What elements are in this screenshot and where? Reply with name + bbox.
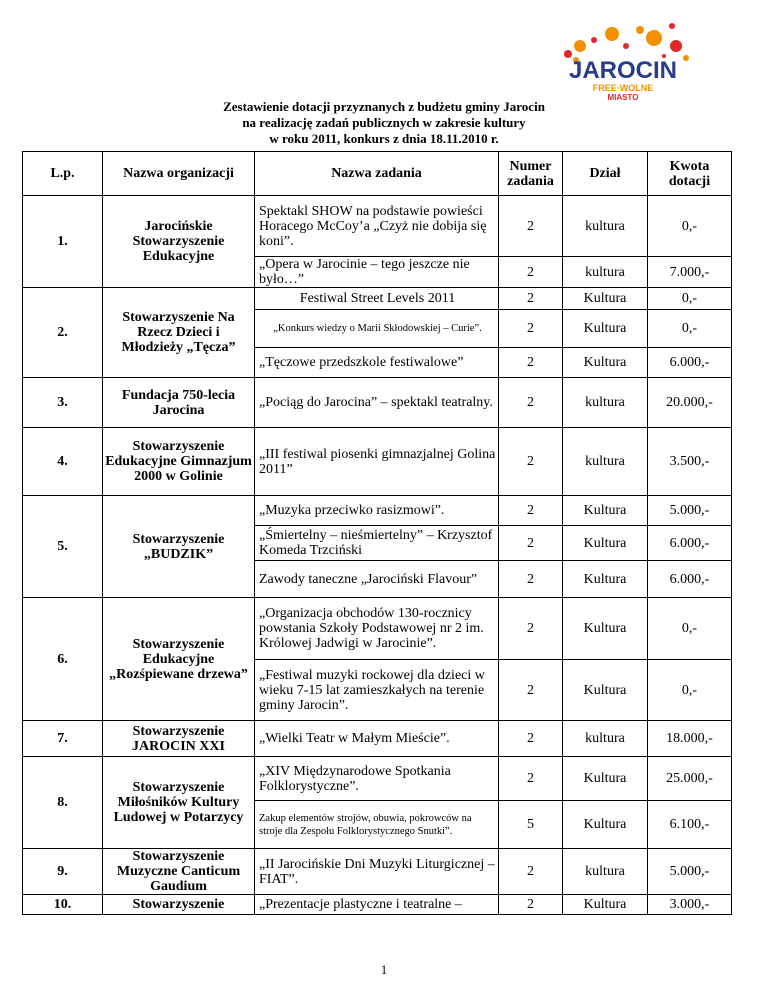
row-lp: 10.	[23, 895, 103, 915]
row-kwota: 6.000,-	[648, 561, 732, 598]
row-dzial: kultura	[563, 721, 648, 757]
table-row	[23, 849, 732, 895]
header-org: Nazwa organizacji	[103, 152, 255, 196]
row-lp: 4.	[23, 428, 103, 496]
page-number: 1	[380, 962, 388, 977]
heading-line-3: w roku 2011, konkurs z dnia 18.11.2010 r.	[269, 131, 499, 146]
row-num: 2	[499, 310, 563, 348]
row-task: „Organizacja obchodów 130-rocznicy powstania Szkoły Podstawowej nr 2 im. Królowej Jadwigi w Jarocinie”.	[255, 598, 499, 660]
document-heading	[150, 99, 618, 147]
row-kwota: 0,-	[648, 196, 732, 257]
row-num: 2	[499, 598, 563, 660]
row-dzial: Kultura	[563, 895, 648, 915]
grants-table	[22, 151, 732, 915]
jarocin-logo	[554, 16, 692, 102]
row-num: 5	[499, 801, 563, 849]
row-task: „Muzyka przeciwko rasizmowi”.	[255, 496, 499, 526]
row-kwota: 5.000,-	[648, 496, 732, 526]
row-task: „II Jarocińskie Dni Muzyki Liturgicznej – FIAT”.	[255, 849, 499, 895]
row-kwota: 5.000,-	[648, 849, 732, 895]
row-num: 2	[499, 561, 563, 598]
row-task: „III festiwal piosenki gimnazjalnej Golina 2011”	[255, 428, 499, 496]
row-dzial: Kultura	[563, 801, 648, 849]
row-num: 2	[499, 895, 563, 915]
row-num: 2	[499, 257, 563, 288]
row-kwota: 0,-	[648, 288, 732, 310]
row-num: 2	[499, 288, 563, 310]
row-dzial: Kultura	[563, 496, 648, 526]
row-lp: 3.	[23, 378, 103, 428]
header-lp: L.p.	[23, 152, 103, 196]
row-org: Stowarzyszenie Muzyczne Canticum Gaudium	[103, 849, 255, 895]
row-task: „XIV Międzynarodowe Spotkania Folklorystyczne”.	[255, 757, 499, 801]
logo-tagline-2: MIASTO	[607, 93, 639, 102]
row-task: „Opera w Jarocinie – tego jeszcze nie było…”	[255, 257, 499, 288]
row-dzial: kultura	[563, 257, 648, 288]
row-num: 2	[499, 849, 563, 895]
row-dzial: kultura	[563, 196, 648, 257]
table-row	[23, 288, 732, 310]
row-task: Zawody taneczne „Jarociński Flavour”	[255, 561, 499, 598]
row-num: 2	[499, 348, 563, 378]
row-task: „Festiwal muzyki rockowej dla dzieci w wieku 7-15 lat zamieszkałych na terenie gminy Jarocin”.	[255, 660, 499, 721]
jarocin-logo-graphic	[554, 16, 692, 102]
row-kwota: 0,-	[648, 598, 732, 660]
row-kwota: 20.000,-	[648, 378, 732, 428]
row-task: Festiwal Street Levels 2011	[255, 288, 499, 310]
row-task: „Tęczowe przedszkole festiwalowe”	[255, 348, 499, 378]
row-dzial: kultura	[563, 378, 648, 428]
row-num: 2	[499, 196, 563, 257]
row-task: „Wielki Teatr w Małym Mieście”.	[255, 721, 499, 757]
row-kwota: 6.000,-	[648, 348, 732, 378]
row-org: Jarocińskie Stowarzyszenie Edukacyjne	[103, 196, 255, 288]
row-task: „Prezentacje plastyczne i teatralne –	[255, 895, 499, 915]
row-kwota: 3.000,-	[648, 895, 732, 915]
row-num: 2	[499, 660, 563, 721]
header-num: Numer zadania	[499, 152, 563, 196]
row-dzial: Kultura	[563, 598, 648, 660]
table-row	[23, 378, 732, 428]
row-dzial: Kultura	[563, 561, 648, 598]
row-num: 2	[499, 428, 563, 496]
row-lp: 2.	[23, 288, 103, 378]
row-kwota: 6.100,-	[648, 801, 732, 849]
row-org: Stowarzyszenie „BUDZIK”	[103, 496, 255, 598]
table-row	[23, 598, 732, 660]
row-org: Stowarzyszenie Edukacyjne Gimnazjum 2000 w Golinie	[103, 428, 255, 496]
row-task: „Konkurs wiedzy o Marii Skłodowskiej – Curie”.	[255, 310, 499, 348]
table-row	[23, 895, 732, 915]
row-num: 2	[499, 526, 563, 561]
row-kwota: 6.000,-	[648, 526, 732, 561]
row-task: Spektakl SHOW na podstawie powieści Horacego McCoy’a „Czyż nie dobija się koni”.	[255, 196, 499, 257]
row-task: „Pociąg do Jarocina” – spektakl teatralny.	[255, 378, 499, 428]
table-header-row	[23, 152, 732, 196]
heading-line-1: Zestawienie dotacji przyznanych z budżetu gminy Jarocin	[223, 99, 545, 114]
row-dzial: kultura	[563, 428, 648, 496]
header-task: Nazwa zadania	[255, 152, 499, 196]
row-lp: 9.	[23, 849, 103, 895]
row-num: 2	[499, 721, 563, 757]
logo-name: JAROCIN	[568, 57, 678, 84]
table-row	[23, 496, 732, 526]
row-lp: 5.	[23, 496, 103, 598]
row-org: Stowarzyszenie JAROCIN XXI	[103, 721, 255, 757]
row-num: 2	[499, 496, 563, 526]
table-row	[23, 757, 732, 801]
row-org: Stowarzyszenie	[103, 895, 255, 915]
row-task: Zakup elementów strojów, obuwia, pokrowców na stroje dla Zespołu Folklorystycznego Snutki”.	[255, 801, 499, 849]
table-row	[23, 428, 732, 496]
row-kwota: 7.000,-	[648, 257, 732, 288]
row-dzial: Kultura	[563, 526, 648, 561]
row-org: Stowarzyszenie Miłośników Kultury Ludowej w Potarzycy	[103, 757, 255, 849]
row-lp: 8.	[23, 757, 103, 849]
header-dzial: Dział	[563, 152, 648, 196]
row-dzial: Kultura	[563, 310, 648, 348]
row-kwota: 3.500,-	[648, 428, 732, 496]
row-kwota: 0,-	[648, 310, 732, 348]
row-dzial: Kultura	[563, 288, 648, 310]
grants-table-wrapper	[22, 151, 732, 915]
row-dzial: kultura	[563, 849, 648, 895]
row-kwota: 18.000,-	[648, 721, 732, 757]
row-dzial: Kultura	[563, 660, 648, 721]
row-org: Fundacja 750-lecia Jarocina	[103, 378, 255, 428]
row-dzial: Kultura	[563, 348, 648, 378]
table-row	[23, 721, 732, 757]
row-dzial: Kultura	[563, 757, 648, 801]
header-kwota: Kwota dotacji	[648, 152, 732, 196]
row-org: Stowarzyszenie Edukacyjne „Rozśpiewane drzewa”	[103, 598, 255, 721]
row-lp: 7.	[23, 721, 103, 757]
row-lp: 6.	[23, 598, 103, 721]
heading-line-2: na realizację zadań publicznych w zakresie kultury	[242, 115, 526, 130]
row-org: Stowarzyszenie Na Rzecz Dzieci i Młodzieży „Tęcza”	[103, 288, 255, 378]
row-kwota: 25.000,-	[648, 757, 732, 801]
row-num: 2	[499, 757, 563, 801]
table-row	[23, 196, 732, 257]
row-lp: 1.	[23, 196, 103, 288]
row-num: 2	[499, 378, 563, 428]
row-task: „Śmiertelny – nieśmiertelny” – Krzysztof Komeda Trzciński	[255, 526, 499, 561]
logo-tagline: FREE·WOLNE	[592, 83, 654, 93]
row-kwota: 0,-	[648, 660, 732, 721]
